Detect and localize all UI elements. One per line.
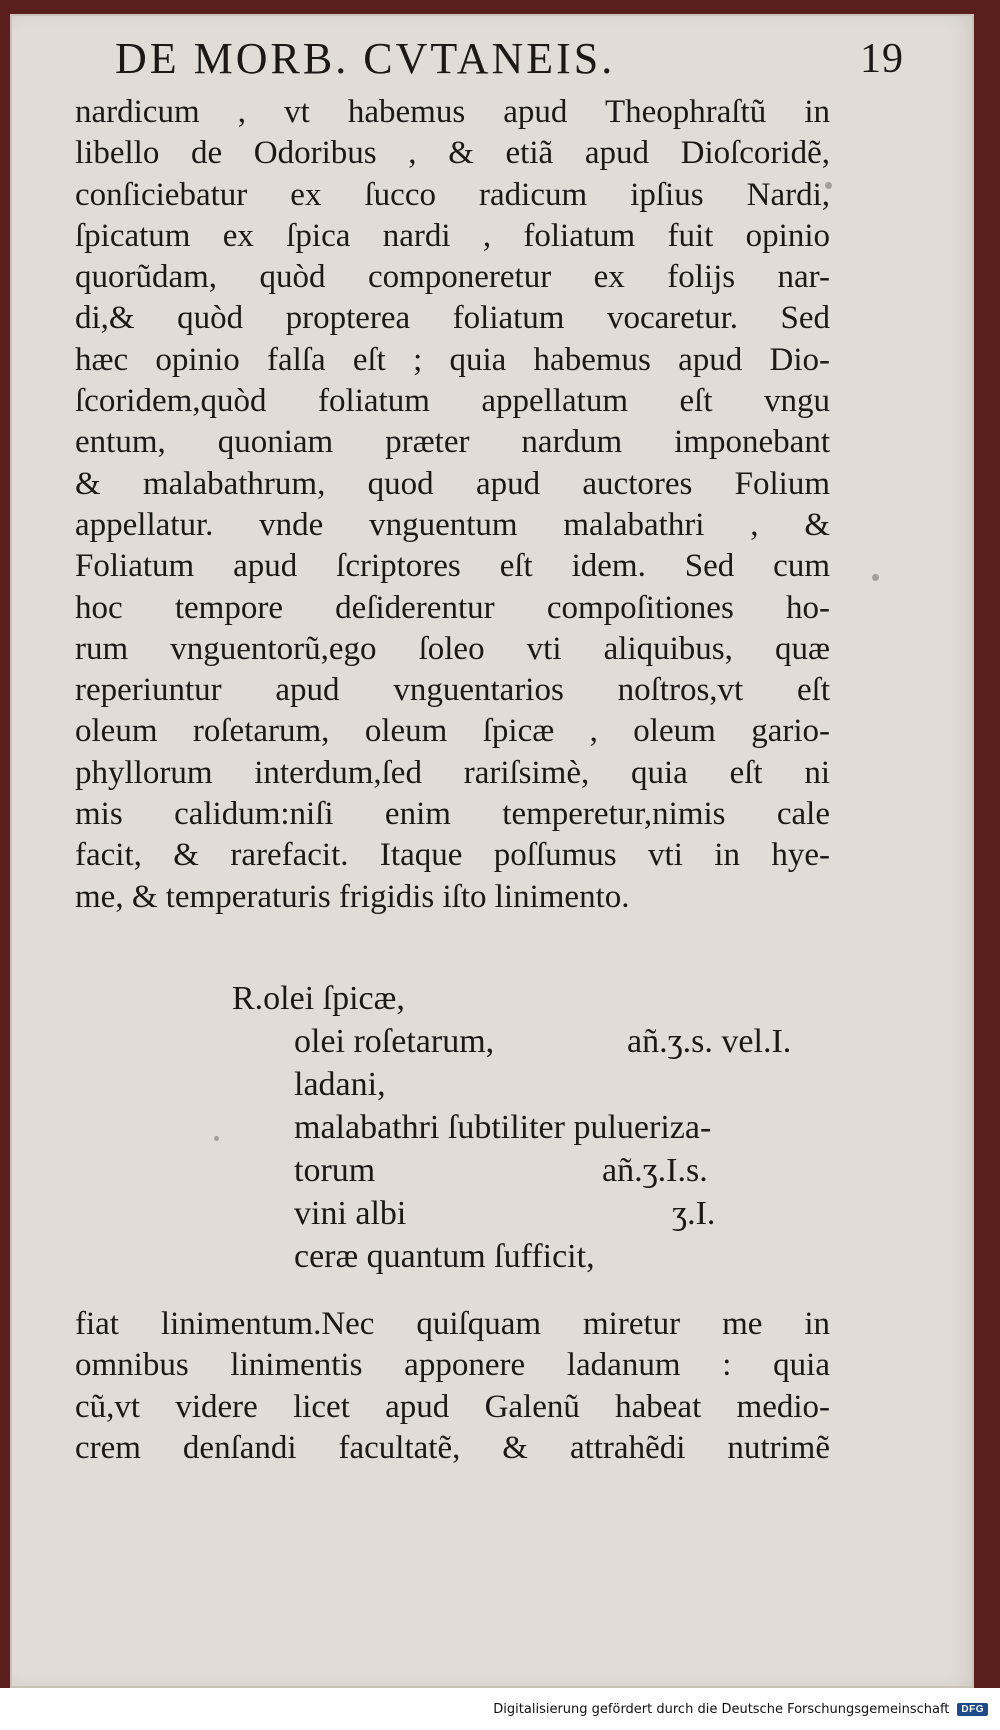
recipe-line [232,1106,832,1149]
recipe-line [232,1192,832,1235]
dfg-logo-icon: DFG [957,1703,988,1716]
digitization-credit: Digitalisierung gefördert durch die Deutsche Forschungsgemeinschaft [493,1701,950,1717]
text-line: libello de Odoribus , & etiã apud Dioſcoridẽ, [75,135,830,172]
paper-spot [825,182,832,189]
page-number: 19 [860,36,904,82]
text-line: ſcoridem,quòd foliatum appellatum eſt vngu [75,383,830,420]
closing-text-block [75,1304,830,1469]
book-page [10,14,974,1688]
recipe-ingredient: olei roſetarum, [294,1023,495,1060]
recipe-line [232,977,832,1020]
text-line: mis calidum:niſi enim temperetur,nimis cale [75,796,830,833]
recipe-block [232,977,832,1278]
text-line: nardicum , vt habemus apud Theophraſtũ in [75,94,830,130]
text-line: cũ,vt videre licet apud Galenũ habeat medio- [75,1388,830,1425]
running-head: DE MORB. CVTANEIS. [115,34,616,83]
recipe-ingredient: R.olei ſpicæ, [232,980,405,1017]
recipe-line [232,1149,832,1192]
text-line: Foliatum apud ſcriptores eſt idem. Sed cum [75,548,830,585]
page-header [115,26,904,92]
recipe-ingredient: vini albi [294,1195,407,1232]
recipe-line [232,1020,832,1063]
text-line: entum, quoniam præter nardum imponebant [75,424,830,461]
text-line: phyllorum interdum,ſed rariſsimè, quia eſt ni [75,754,830,791]
paper-spot [214,1136,219,1141]
recipe-dose: añ.ʒ.s. vel.I. [627,1023,792,1060]
text-line: reperiuntur apud vnguentarios noſtros,vt eſt [75,672,830,709]
text-line: me, & temperaturis frigidis iſto linimento. [75,878,630,915]
recipe-dose: ʒ.I. [672,1195,716,1232]
text-line: rum vnguentorũ,ego ſoleo vti aliquibus, quæ [75,630,830,667]
text-line: & malabathrum, quod apud auctores Folium [75,465,830,502]
text-line: ſpicatum ex ſpica nardi , foliatum fuit opinio [75,217,830,254]
text-line: conſiciebatur ex ſucco radicum ipſius Nardi, [75,176,830,213]
paper-spot [872,574,879,581]
main-text-block [75,92,830,918]
text-line: di,& quòd propterea foliatum vocaretur. Sed [75,300,830,337]
text-line: fiat linimentum.Nec quiſquam miretur me in [75,1306,830,1342]
recipe-ingredient: torum [294,1152,376,1189]
text-line: omnibus linimentis apponere ladanum : quia [75,1347,830,1384]
recipe-ingredient: ceræ quantum ſufficit, [294,1238,595,1275]
recipe-ingredient: ladani, [294,1066,386,1103]
text-line: crem denſandi facultatẽ, & attrahẽdi nutrimẽ [75,1429,830,1466]
text-line: appellatur. vnde vnguentum malabathri , & [75,506,830,543]
recipe-line [232,1235,832,1278]
recipe-ingredient: malabathri ſubtiliter pulueriza- [294,1109,712,1146]
recipe-dose: añ.ʒ.I.s. [602,1152,708,1189]
text-line: oleum roſetarum, oleum ſpicæ , oleum gario- [75,713,830,750]
text-line: hæc opinio falſa eſt ; quia habemus apud Dio- [75,341,830,378]
text-line: hoc tempore deſiderentur compoſitiones ho- [75,589,830,626]
digitization-footer [0,1688,1000,1730]
text-line: facit, & rarefacit. Itaque poſſumus vti in hye- [75,837,830,874]
recipe-line [232,1063,832,1106]
text-line: quorũdam, quòd componeretur ex folijs nar- [75,259,830,296]
